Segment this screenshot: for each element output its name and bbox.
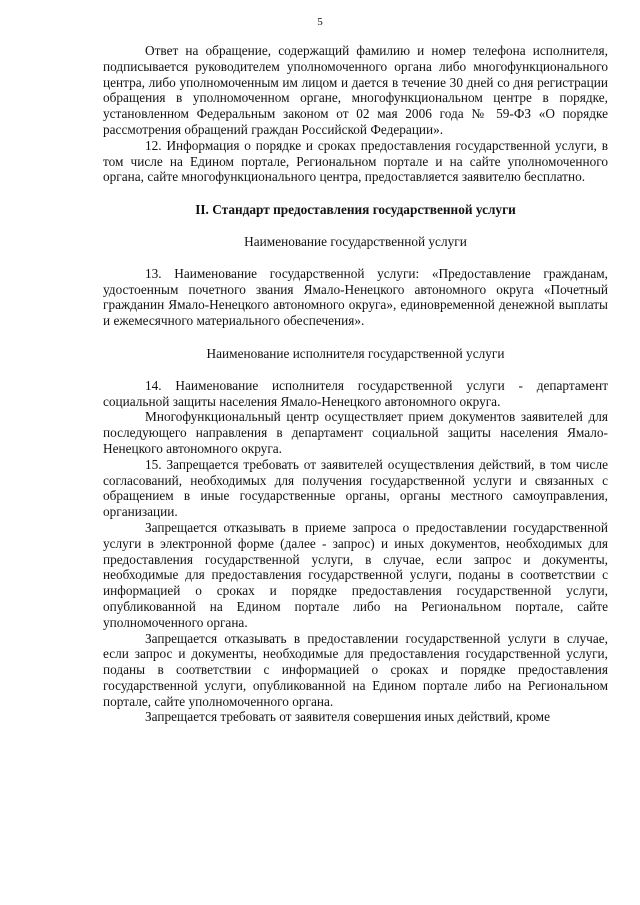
- paragraph-14-executor: 14. Наименование исполнителя государственной услуги - департамент социальной защиты населения Ямало-Ненецкого автономного округа.: [103, 377, 608, 409]
- paragraph-13-service-name: 13. Наименование государственной услуги: «Предоставление гражданам, удостоенным почетного звания Ямало-Ненецкого автономного округа «Почетный гражданин Ямало-Ненецкого автономного округа», единовременной денежной выплаты и ежемесячного материального обеспечения».: [103, 265, 608, 329]
- subheading-service-name: Наименование государственной услуги: [244, 233, 467, 249]
- subheading-service-executor: Наименование исполнителя государственной услуги: [206, 345, 505, 361]
- paragraph-refusal-provision: Запрещается отказывать в предоставлении государственной услуги в случае, если запрос и документы, необходимые для предоставления государственной услуги, поданы в соответствии с информацией о сроках и порядке предоставления государственной услуги, опубликованной на Едином портале либо на Региональном портале, сайте уполномоченного органа.: [103, 630, 608, 709]
- page-number: 5: [317, 16, 323, 28]
- document-body: [103, 43, 608, 725]
- section-heading: II. Стандарт предоставления государственной услуги: [195, 202, 516, 218]
- paragraph-15-prohibitions: 15. Запрещается требовать от заявителей осуществления действий, в том числе согласований, необходимых для получения государственной услуги и связанных с обращением в иные государственные органы, органы местного самоуправления, организации.: [103, 456, 608, 520]
- paragraph-12-information-free: 12. Информация о порядке и сроках предоставления государственной услуги, в том числе на Едином портале, Региональном портале и на сайте уполномоченного органа, сайте многофункционального центра, предоставляется заявителю бесплатно.: [103, 137, 608, 185]
- paragraph-refusal-reception: Запрещается отказывать в приеме запроса о предоставлении государственной услуги в электронной форме (далее - запрос) и иных документов, необходимых для предоставления государственной услуги, в случае, если запрос и документы, необходимые для предоставления государственной услуги, поданы в соответствии с информацией о сроках и порядке предоставления государственной услуги, опубликованной на Едином портале либо на Региональном портале, сайте уполномоченного органа.: [103, 519, 608, 630]
- paragraph-mfc-reception: Многофункциональный центр осуществляет прием документов заявителей для последующего направления в департамент социальной защиты населения Ямало-Ненецкого автономного округа.: [103, 409, 608, 456]
- paragraph-other-actions: Запрещается требовать от заявителя совершения иных действий, кроме: [145, 709, 550, 725]
- paragraph-response-signature: Ответ на обращение, содержащий фамилию и номер телефона исполнителя, подписывается руководителем уполномоченного органа либо многофункционального центра, либо уполномоченным им лицом и дается в течение 30 дней со дня регистрации обращения в уполномоченном органе, многофункциональном центре в порядке, установленном Федеральным законом от 02 мая 2006 года № 59-ФЗ «О порядке рассмотрения обращений граждан Российской Федерации».: [103, 43, 608, 137]
